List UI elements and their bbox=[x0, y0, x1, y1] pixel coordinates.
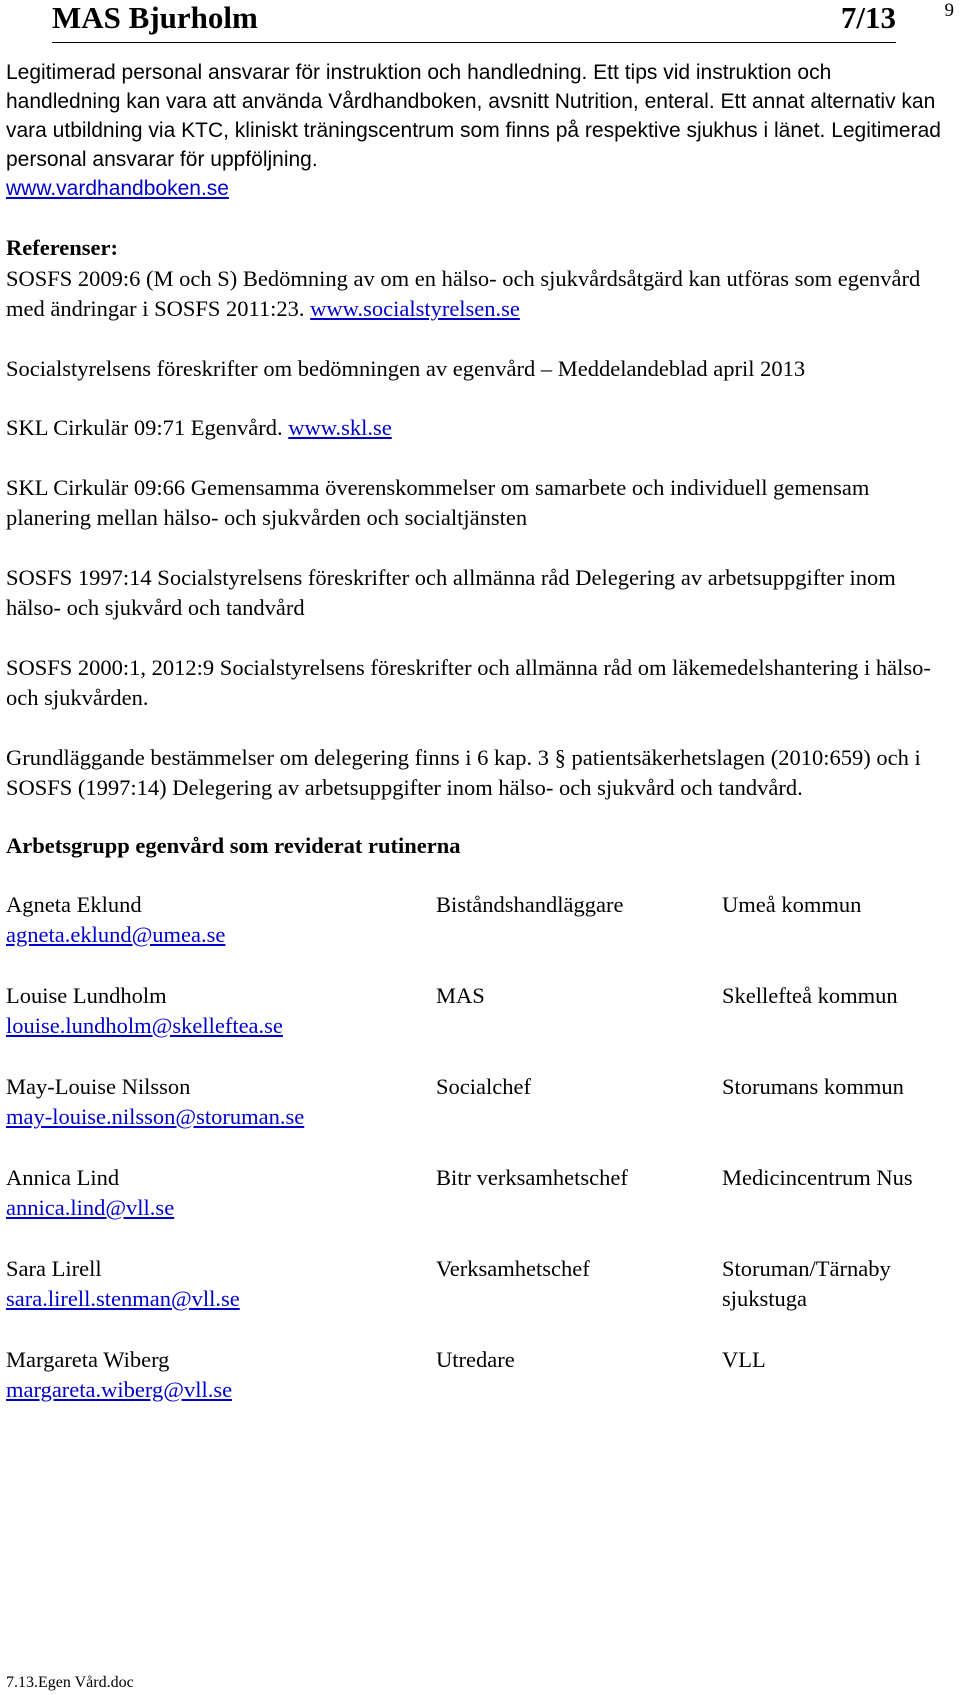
reference-item: Grundläggande bestämmelser om delegering finns i 6 kap. 3 § patientsäkerhetslagen (2010:659) och i SOSFS (1997:14) Delegering av arbetsuppgifter inom hälso- och sjukvård och tandvård. bbox=[6, 744, 921, 800]
member-name: Louise Lundholm bbox=[6, 982, 167, 1008]
member-list bbox=[6, 890, 946, 1405]
member-organization: VLL bbox=[722, 1346, 766, 1372]
member-email-link[interactable]: sara.lirell.stenman@vll.se bbox=[6, 1285, 240, 1311]
member-email-link[interactable]: may-louise.nilsson@storuman.se bbox=[6, 1103, 305, 1129]
reference-text: SKL Cirkulär 09:71 Egenvård. bbox=[6, 415, 283, 440]
member-organization: Storumans kommun bbox=[722, 1073, 904, 1099]
page-number: 9 bbox=[944, 0, 954, 21]
references-heading: Referenser: bbox=[6, 235, 119, 260]
member-email-link[interactable]: louise.lundholm@skelleftea.se bbox=[6, 1012, 283, 1038]
member-name: Annica Lind bbox=[6, 1164, 120, 1190]
member-email-link[interactable]: annica.lind@vll.se bbox=[6, 1194, 175, 1220]
socialstyrelsen-link[interactable]: www.socialstyrelsen.se bbox=[310, 296, 520, 321]
group-heading: Arbetsgrupp egenvård som reviderat rutinerna bbox=[6, 832, 461, 858]
member-role: Socialchef bbox=[436, 1073, 531, 1099]
skl-link[interactable]: www.skl.se bbox=[288, 415, 392, 440]
member-row bbox=[6, 1072, 946, 1132]
reference-item: Socialstyrelsens föreskrifter om bedömningen av egenvård – Meddelandeblad april 2013 bbox=[6, 355, 806, 381]
member-row bbox=[6, 1163, 946, 1223]
reference-item: SOSFS 1997:14 Socialstyrelsens föreskrifter och allmänna råd Delegering av arbetsuppgifter inom hälso- och sjukvård och tandvård bbox=[6, 564, 896, 620]
member-organization: Umeå kommun bbox=[722, 891, 862, 917]
member-row bbox=[6, 981, 946, 1041]
member-row bbox=[6, 890, 946, 950]
member-role: Bitr verksamhetschef bbox=[436, 1164, 628, 1190]
member-role: Utredare bbox=[436, 1346, 515, 1372]
intro-text: Legitimerad personal ansvarar för instruktion och handledning. Ett tips vid instruktion och handledning kan vara att använda Vårdhandboken, avsnitt Nutrition, enteral. Ett annat alternativ kan vara utbildning via KTC, kliniskt träningscentrum som finns på respektive sjukhus i länet. Legitimerad personal ansvarar för uppföljning. bbox=[6, 61, 941, 171]
document-body bbox=[6, 58, 946, 1436]
member-row bbox=[6, 1345, 946, 1405]
member-row bbox=[6, 1254, 946, 1314]
member-email-link[interactable]: agneta.eklund@umea.se bbox=[6, 921, 226, 947]
reference-item bbox=[6, 413, 946, 444]
member-name: Sara Lirell bbox=[6, 1255, 102, 1281]
page-header bbox=[52, 0, 896, 43]
member-name: Agneta Eklund bbox=[6, 891, 142, 917]
reference-item: SKL Cirkulär 09:66 Gemensamma överenskommelser om samarbete och individuell gemensam planering mellan hälso- och sjukvården och socialtjänsten bbox=[6, 474, 870, 530]
member-name: May-Louise Nilsson bbox=[6, 1073, 191, 1099]
reference-item bbox=[6, 264, 946, 325]
footer-filename: 7.13.Egen Vård.doc bbox=[6, 1674, 134, 1691]
member-role: Biståndshandläggare bbox=[436, 891, 624, 917]
member-role: Verksamhetschef bbox=[436, 1255, 590, 1281]
member-email-link[interactable]: margareta.wiberg@vll.se bbox=[6, 1376, 233, 1402]
vardhandboken-link[interactable]: www.vardhandboken.se bbox=[6, 177, 229, 200]
member-organization: Medicincentrum Nus bbox=[722, 1164, 913, 1190]
reference-text: SOSFS 2009:6 (M och S) Bedömning av om en hälso- och sjukvårdsåtgärd kan utföras som egenvård med ändringar i SOSFS 2011:23. bbox=[6, 265, 921, 321]
header-title: MAS Bjurholm bbox=[52, 0, 258, 35]
member-organization: Skellefteå kommun bbox=[722, 982, 898, 1008]
member-role: MAS bbox=[436, 982, 485, 1008]
reference-item: SOSFS 2000:1, 2012:9 Socialstyrelsens föreskrifter och allmänna råd om läkemedelshantering i hälso- och sjukvården. bbox=[6, 654, 931, 710]
header-page-indicator: 7/13 bbox=[840, 0, 896, 35]
member-name: Margareta Wiberg bbox=[6, 1346, 170, 1372]
member-organization: Storuman/Tärnaby sjukstuga bbox=[722, 1255, 891, 1311]
intro-paragraph bbox=[6, 58, 946, 203]
